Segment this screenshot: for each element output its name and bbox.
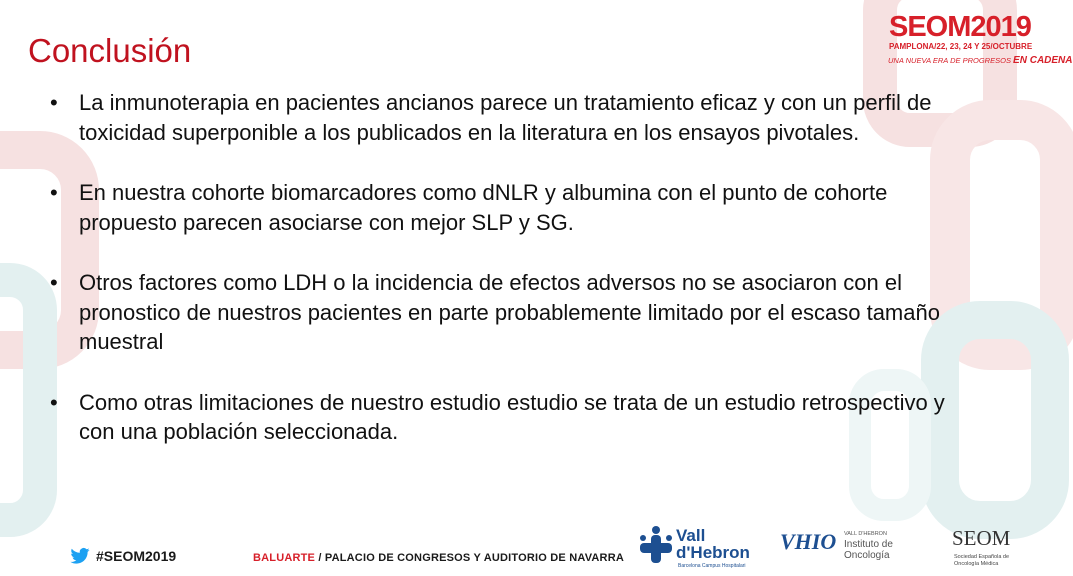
bullet-text: En nuestra cohorte biomarcadores como dNLR y albumina con el punto de cohorte propuesto parecen asociarse con mejor SLP y SG. bbox=[79, 180, 888, 235]
vall-hebron-line1: Vall bbox=[676, 526, 706, 545]
twitter-bird-icon bbox=[70, 548, 90, 564]
bullet-item bbox=[42, 178, 982, 237]
tagline-text: UNA NUEVA ERA DE PROGRESOS bbox=[888, 56, 1011, 65]
bullet-text: La inmunoterapia en pacientes ancianos parece un tratamiento eficaz y con un perfil de toxicidad superponible a los publicados en la literatura en los ensayos pivotales. bbox=[79, 90, 932, 145]
vall-hebron-name bbox=[676, 527, 750, 561]
congress-dates: PAMPLONA/22, 23, 24 Y 25/OCTUBRE bbox=[889, 42, 1033, 51]
vall-hebron-logo bbox=[638, 525, 763, 571]
vhio-top-text: VALL D'HEBRON bbox=[844, 531, 887, 537]
vall-hebron-line2: d'Hebron bbox=[676, 543, 750, 562]
seom-society-logo bbox=[952, 526, 1024, 572]
seom2019-logo bbox=[884, 8, 1073, 74]
vhio-logo bbox=[780, 527, 910, 571]
bullet-marker: • bbox=[50, 389, 58, 415]
bullet-marker: • bbox=[50, 270, 58, 295]
seom-society-title: SEOM bbox=[952, 526, 1011, 550]
hashtag-text: #SEOM2019 bbox=[96, 548, 177, 564]
bullet-marker: • bbox=[50, 180, 58, 205]
seom-year-text: 2019 bbox=[970, 11, 1031, 43]
twitter-hashtag bbox=[70, 548, 176, 564]
congress-tagline bbox=[888, 55, 1073, 66]
venue-highlight: BALUARTE bbox=[253, 552, 316, 564]
tagline-emphasis: EN CADENA bbox=[1013, 55, 1073, 66]
vhio-mark: VHIO bbox=[780, 529, 837, 554]
seom2019-wordmark bbox=[889, 11, 1031, 44]
bullet-text: Otros factores como LDH o la incidencia de efectos adversos no se asociaron con el pronostico de nuestros pacientes en parte probablemente limitado por el escaso tamaño muestral bbox=[79, 270, 940, 354]
vall-hebron-cross-icon bbox=[638, 525, 674, 565]
vall-hebron-subtitle: Barcelona Campus Hospitalari bbox=[678, 563, 746, 569]
slide-title: Conclusión bbox=[28, 32, 192, 69]
bullet-item bbox=[42, 268, 982, 357]
venue-rest: / PALACIO DE CONGRESOS Y AUDITORIO DE NAVARRA bbox=[315, 552, 624, 564]
seom-society-subtitle: Sociedad Española de Oncología Médica bbox=[954, 554, 1010, 567]
bullet-marker: • bbox=[50, 90, 58, 115]
bullet-text: Como otras limitaciones de nuestro estudio estudio se trata de un estudio retrospectivo y con una población seleccionada. bbox=[79, 389, 945, 444]
venue-text bbox=[253, 552, 624, 564]
conclusion-list bbox=[42, 88, 982, 478]
bullet-item bbox=[42, 388, 982, 447]
seom-brand-text: SEOM bbox=[889, 11, 971, 43]
footer bbox=[0, 522, 1024, 576]
bullet-item bbox=[42, 88, 982, 147]
vhio-name-text: Instituto de Oncología bbox=[844, 539, 893, 561]
